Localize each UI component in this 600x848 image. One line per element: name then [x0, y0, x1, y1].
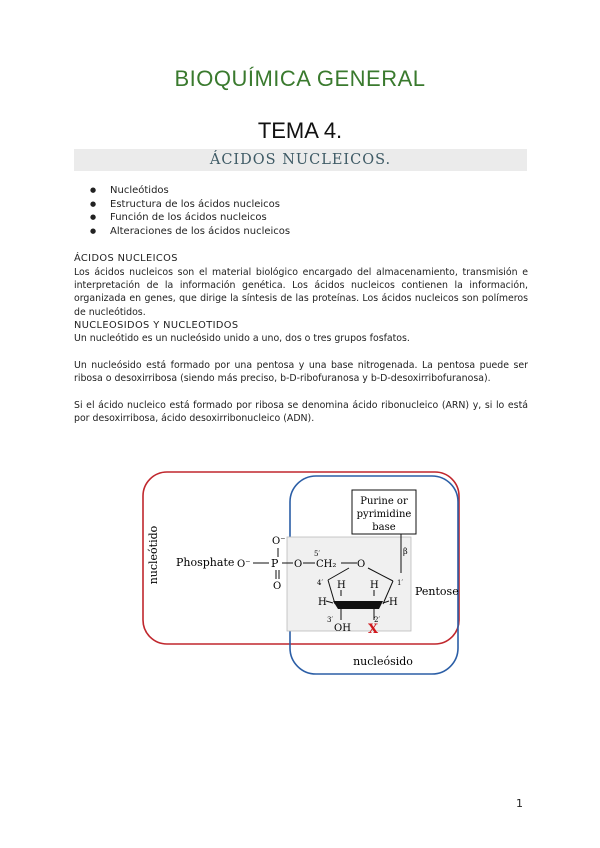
- carbon-4: 4′: [317, 579, 324, 587]
- topic-item: ● Estructura de los ácidos nucleicos: [90, 198, 290, 212]
- atom-ch2: CH₂: [316, 559, 337, 570]
- atom-oh: OH: [334, 623, 351, 634]
- beta-label: β: [403, 547, 408, 556]
- topic-item: ● Alteraciones de los ácidos nucleicos: [90, 225, 290, 239]
- section-heading-acidos: ÁCIDOS NUCLEICOS: [74, 253, 178, 264]
- base-line-1: Purine or: [360, 496, 408, 507]
- atom-p: P: [271, 557, 279, 570]
- paragraph-nucleosido: Un nucleósido está formado por una pentosa y una base nitrogenada. La pentosa puede ser ribosa o desoxirribosa (siendo más preciso, b-D-ribofuranosa y b-D-desoxirribofuranosa).: [74, 360, 528, 385]
- atom-h-c1-up: H: [370, 580, 379, 591]
- paragraph-acidos: Los ácidos nucleicos son el material biológico encargado del almacenamiento, transmisión e interpretación de la información genética. Los ácidos nucleicos contienen la información, organizada en genes, que dirige la síntesis de las proteínas. Los ácidos nucleicos son polímeros de nucleótidos.: [74, 267, 528, 318]
- section-heading-nucleosidos: NUCLEOSIDOS Y NUCLEOTIDOS: [74, 320, 239, 331]
- atom-h-c4-up: H: [337, 580, 346, 591]
- atom-h-c4-left: H: [318, 597, 327, 608]
- tema-heading: TEMA 4.: [257, 118, 343, 143]
- paragraph-nucleotido: Un nucleótido es un nucleósido unido a uno, dos o tres grupos fosfatos.: [74, 333, 410, 344]
- label-pentose: Pentose: [415, 585, 459, 598]
- carbon-3: 3′: [327, 616, 334, 624]
- nucleotide-diagram: [121, 460, 471, 680]
- paragraph-arn-adn: Si el ácido nucleico está formado por ribosa se denomina ácido ribonucleico (ARN) y, si lo está por desoxirribosa, ácido desoxirribonucleico (ADN).: [74, 400, 528, 425]
- label-nucleosido: nucleósido: [353, 655, 413, 668]
- carbon-1: 1′: [397, 579, 404, 587]
- base-line-3: base: [372, 522, 396, 533]
- section-title-banner: ÁCIDOS NUCLEICOS.: [74, 149, 527, 171]
- document-title: BIOQUÍMICA GENERAL: [174, 66, 426, 91]
- topic-item: ● Nucleótidos: [90, 184, 290, 198]
- atom-h-c1-right: H: [389, 597, 398, 608]
- atom-o-minus-top: O⁻: [272, 536, 286, 547]
- mark-x: X: [368, 622, 379, 637]
- page-number: 1: [516, 797, 523, 810]
- atom-o-bridge: O: [294, 559, 303, 570]
- carbon-5: 5′: [314, 550, 321, 558]
- topic-list: [90, 184, 290, 238]
- label-phosphate: Phosphate: [176, 556, 235, 569]
- base-line-2: pyrimidine: [356, 509, 412, 520]
- atom-o-minus-left: O⁻: [237, 559, 251, 570]
- atom-o-bottom: O: [273, 581, 282, 592]
- topic-item: ● Función de los ácidos nucleicos: [90, 211, 290, 225]
- label-nucleotido: nucleótido: [147, 525, 160, 585]
- carbon-2: 2′: [374, 616, 381, 624]
- atom-ring-o: O: [357, 559, 366, 570]
